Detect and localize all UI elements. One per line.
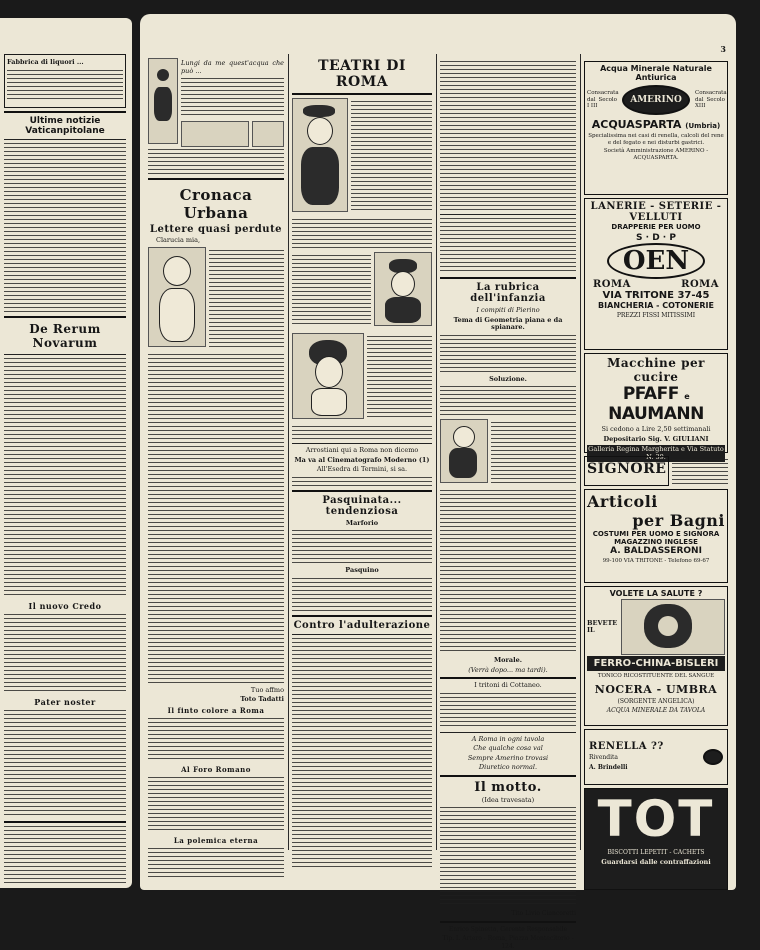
teatri-cinema-line: Ma va al Cinematografo Moderno (1) (294, 455, 430, 464)
amerino-left-note: Consacrata dal Secolo I III (587, 90, 619, 110)
ad-amerino (584, 61, 728, 195)
subhead-pater: Pater noster (34, 697, 96, 707)
nocera-sorgente: (SORGENTE ANGELICA) (617, 697, 695, 705)
liquori-ad-title: Fabbrica di liquori ... (7, 58, 84, 66)
pasquinata-marforio: Marforio (345, 518, 379, 527)
subhead-polemica: La polemica eterna (173, 835, 259, 845)
tot-guardarsi: Guardarsi dalle contraffazioni (601, 857, 711, 866)
pierino-illustration (440, 419, 488, 483)
motto-signature: Tito Livio Ciancoretti (511, 910, 576, 917)
ad-tot (584, 788, 728, 890)
actor-portrait-top (292, 98, 348, 212)
pasquinata-title: Pasquinata... tendenziosa (322, 494, 402, 517)
footer-printer: Tip. I. Artero - Roma, Piazza Montecitorio - 124. (442, 935, 574, 950)
ad-signore (584, 456, 728, 486)
ad-baldasseroni (584, 489, 728, 583)
cronaca-signature: Toto Tadatti (240, 695, 284, 703)
ad-fiuggi (584, 729, 728, 785)
bagni-title: per Bagni (632, 511, 725, 530)
strip-illustration-sign (252, 121, 284, 147)
oen-biancheria: BIANCHERIA - COTONERIE (598, 301, 714, 310)
strip-illustration-bottom (181, 121, 249, 147)
articoli-title: Articoli (587, 492, 658, 511)
amerino-right-note: Consacrata dal Secolo XIII (695, 90, 727, 110)
oen-roma-left: ROMA (593, 279, 631, 290)
naumann-brand: NAUMANN (608, 404, 704, 424)
oen-address: VIA TRITONE 37-45 (602, 290, 710, 301)
ode-line-3: Sempre Amerino trovasi (467, 753, 549, 762)
ad-bisleri (584, 586, 728, 726)
volete-line: VOLETE LA SALUTE ? (609, 589, 703, 598)
oen-logo: OEN (607, 243, 705, 279)
column-cronaca (148, 58, 284, 890)
tritoni-title: I tritoni di Cottaneo. (474, 681, 542, 689)
tot-lepetit: BISCOTTI LEPETIT - CACHETS (607, 849, 705, 856)
cronaca-title: Cronaca Urbana (179, 186, 253, 222)
ode-line-1: A Roma in ogni tavola (471, 734, 545, 743)
lion-illustration (621, 599, 725, 655)
rubrica-soluzione: Soluzione. (489, 374, 527, 383)
baldasseroni-address: 99-100 VIA TRITONE - Telefono 69-67 (602, 558, 710, 564)
nocera-tavola: ACQUA MINERALE DA TAVOLA (606, 707, 706, 714)
actress-portrait (292, 333, 364, 419)
drapperie-line: DRAPPERIE PER UOMO (611, 223, 701, 231)
amerino-note: Specialissima nei casi di renella, calcoli del rene e del fegato e nei disturbi gastrici. (588, 133, 724, 146)
signore-title: SIGNORE (584, 456, 669, 486)
oen-prezzi: PREZZI FISSI MITISSIMI (616, 312, 696, 319)
magazzino-line: MAGAZZINO INGLESE (614, 538, 698, 546)
rubrica-morale-text: (Verrà dopo... ma tardi). (468, 665, 548, 674)
teatri-cinema-sub: All'Esedra di Termini, si sa. (316, 465, 408, 473)
motto-title: Il motto. (474, 779, 542, 795)
amerino-title: Acqua Minerale Naturale Antiurica (600, 64, 712, 82)
subhead-colore: Il finto colore a Roma (167, 705, 265, 715)
ode-line-2: Che qualche cosa val (473, 744, 543, 752)
amerino-logo: AMERINO (622, 85, 690, 115)
left-page (0, 18, 132, 888)
baldasseroni-name: A. BALDASSERONI (610, 546, 702, 556)
subhead-foro: Al Foro Romano (181, 764, 251, 774)
subhead-credo: Il nuovo Credo (28, 601, 102, 611)
ferro-china-tonico: TONICO RICOSTITUENTE DEL SANGUE (597, 673, 715, 679)
pfaff-rate: Si cedono a Lire 2,50 settimanali (601, 425, 711, 433)
column-rubrica (440, 58, 576, 950)
acquasparta-region: (Umbria) (685, 122, 721, 130)
motto-subtitle: (Idea travesata) (481, 795, 535, 804)
liquori-ad (4, 54, 126, 108)
pfaff-galleria: Galleria Regina Margherita e Via Statuto N. 39. (588, 445, 724, 461)
pasquinata-pasquino: Pasquino (345, 566, 379, 574)
cronaca-signoff: Tuo affmo (250, 685, 284, 694)
actor-portrait-middle (374, 252, 432, 326)
column-ads (584, 58, 728, 890)
teatri-title: TEATRI DI ROMA (318, 58, 406, 90)
left-column (4, 18, 126, 888)
lanerie-line: LANERIE - SETERIE - VELLUTI (590, 201, 722, 223)
rubrica-title: La rubrica dell'infanzia (470, 282, 546, 304)
rubrica-morale: Morale. (493, 656, 523, 664)
rubrica-subtitle: I compiti di Pierino (476, 306, 540, 314)
adulterazione-title: Contro l'adulterazione (293, 619, 431, 631)
bevete-line: BEVETE IL (587, 618, 618, 634)
macchine-title: Macchine per cucire (607, 356, 705, 384)
strip-illustration-left (148, 58, 178, 144)
ad-oen (584, 198, 728, 350)
pfaff-brand: PFAFF (622, 384, 679, 404)
ad-pfaff: Macchine per cucire PFAFF e NAUMANN Si cedono a Lire 2,50 settimanali Depositario Sig. V. GIULIANI Galleria Regina Margherita e Via Statuto N. 39. (584, 353, 728, 453)
cronaca-salutation: Clarucia mia, (156, 236, 201, 244)
pfaff-depositario: Depositario Sig. V. GIULIANI (603, 434, 709, 443)
acquasparta-name: ACQUASPARTA (591, 118, 682, 131)
footer-publisher: Enrico Spinetta, Gerente Responsabile (448, 925, 568, 933)
section-vaticano-title: Ultime notizie Vaticanpitolane (25, 116, 105, 136)
renella-brindelli: A. Brindelli (589, 763, 628, 771)
costumi-line: COSTUMI PER UOMO E SIGNORA (592, 530, 720, 538)
oen-roma-right: ROMA (681, 279, 719, 290)
teatri-program-line: Arrostiani qui a Roma non dicemo (305, 446, 419, 454)
rubrica-tema: Tema di Geometria piana e da spianare. (453, 315, 563, 331)
renella-rivendita: Rivendita (589, 754, 618, 761)
nocera-title: NOCERA - UMBRA (594, 682, 718, 696)
renella-title: RENELLA ?? (589, 741, 664, 752)
page-number: 3 (720, 44, 726, 54)
fiuggi-logo (703, 749, 723, 765)
tot-brand: TOT (597, 790, 715, 848)
right-page (140, 14, 736, 950)
ode-line-4: Diuretico normal. (478, 763, 538, 771)
column-teatri (292, 58, 432, 890)
ferro-china-brand: FERRO-CHINA-BISLERI (587, 656, 725, 671)
section-rerum-title: De Rerum Novarum (29, 322, 101, 350)
strip-caption: Lungi da me quest'acqua che può ... (181, 59, 284, 75)
amerino-agent: Società Amministrazione AMERINO - ACQUASPARTA. (603, 148, 709, 161)
caricature-man (148, 247, 206, 347)
cartoon-strip (148, 58, 284, 146)
sdp-monogram: S · D · P (636, 233, 676, 243)
cronaca-subtitle: Lettere quasi perdute (149, 224, 283, 235)
